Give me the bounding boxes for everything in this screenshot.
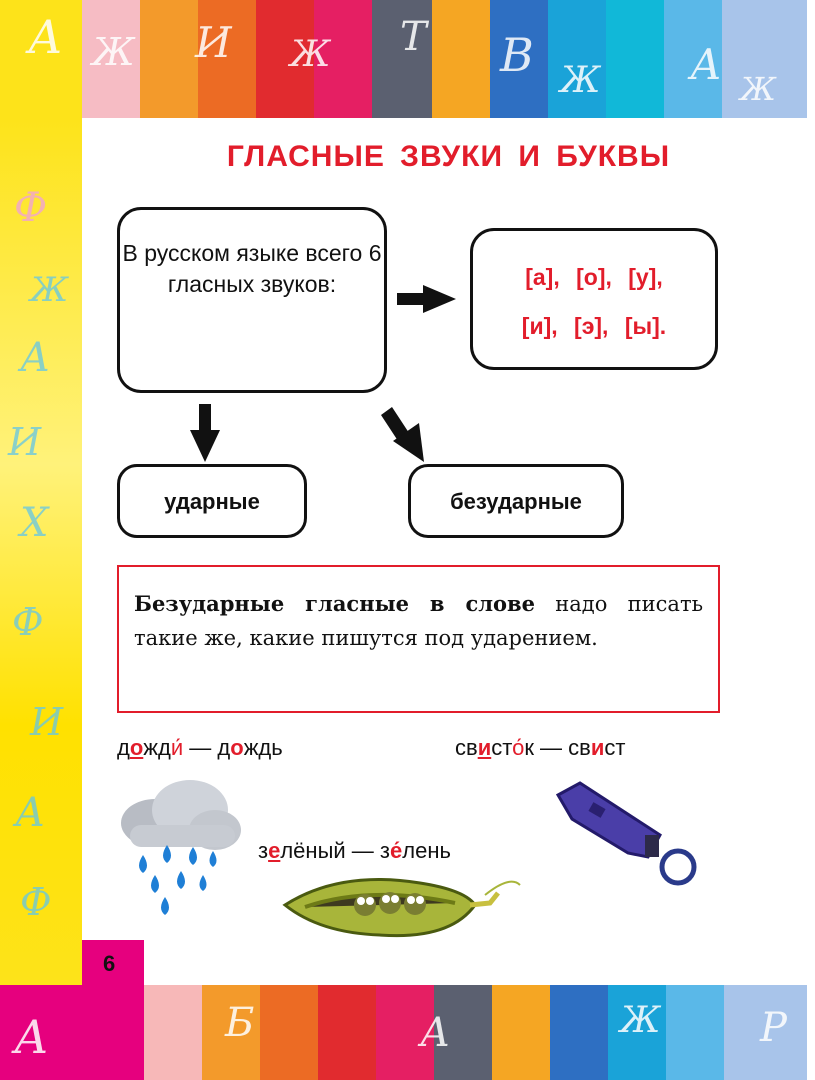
vowel-sounds-line-2: [и], [э], [ы]. bbox=[521, 313, 667, 339]
example-zelyony: зелёный — зе́лень bbox=[258, 838, 451, 863]
unstressed-vowels-box bbox=[408, 464, 624, 538]
rule-rest: надо писать такие же, какие пишутся под ударением. bbox=[134, 592, 703, 650]
pea-pod-icon bbox=[280, 865, 530, 945]
example-svistok: свисто́к — свист bbox=[455, 735, 626, 760]
stressed-label: ударные bbox=[164, 489, 260, 514]
rain-cloud-icon bbox=[115, 775, 245, 920]
example-dozhdi: дожди́ — дождь bbox=[117, 735, 283, 760]
arrow-right-icon bbox=[397, 285, 456, 313]
arrow-down-icon bbox=[190, 404, 220, 462]
whistle-icon bbox=[550, 775, 700, 900]
arrow-down-right-icon bbox=[381, 407, 424, 462]
intro-text: В русском языке всего 6 гласных звуков: bbox=[122, 240, 382, 297]
rule-bold: Безударные гласные в слове bbox=[134, 591, 535, 616]
unstressed-label: безударные bbox=[450, 489, 582, 514]
vowel-sounds-line-1: [а], [о], [у], bbox=[525, 264, 663, 290]
rule-box bbox=[117, 565, 720, 713]
intro-box bbox=[117, 207, 387, 393]
stressed-vowels-box bbox=[117, 464, 307, 538]
page-title: ГЛАСНЫЕ ЗВУКИ И БУКВЫ bbox=[226, 140, 671, 173]
vowel-sounds-box bbox=[470, 228, 718, 370]
left-decorative-band bbox=[0, 118, 82, 985]
page-number: 6 bbox=[103, 951, 116, 976]
bottom-decorative-band bbox=[0, 985, 815, 1080]
rule-text bbox=[134, 587, 703, 655]
